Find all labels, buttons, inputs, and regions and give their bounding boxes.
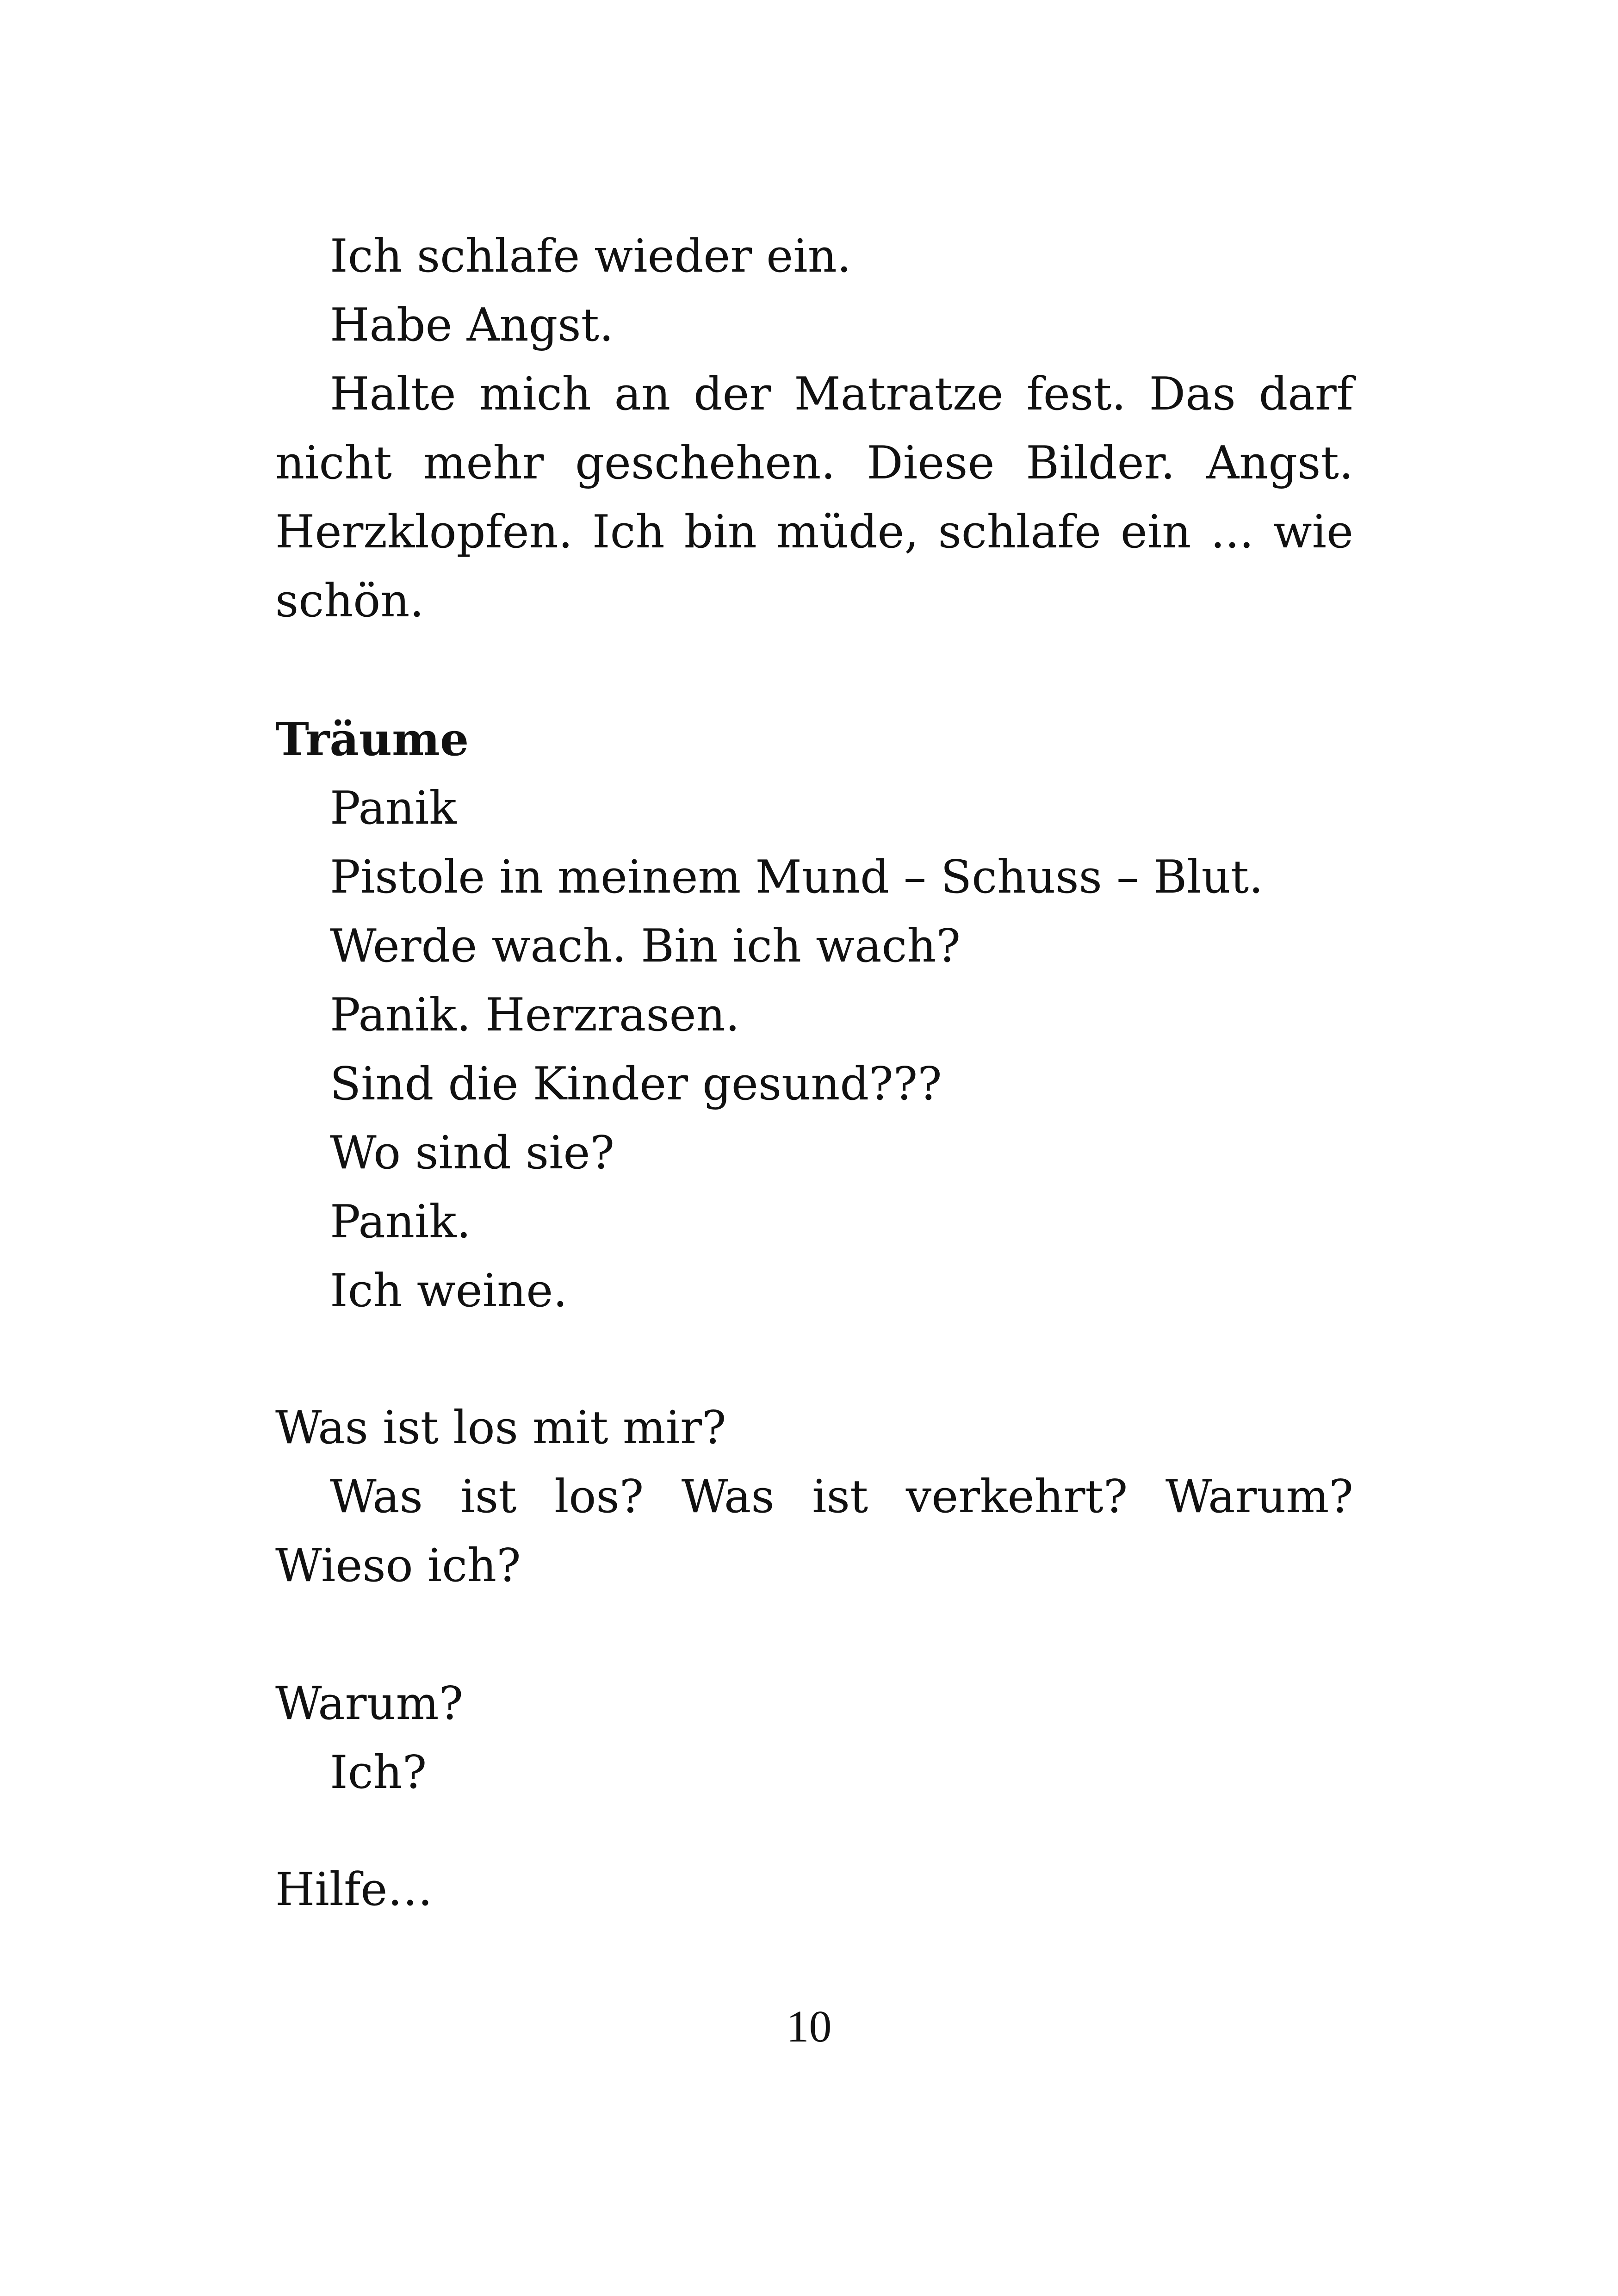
word: geschehen.	[575, 437, 836, 490]
word: Herzklopfen.	[275, 506, 573, 558]
section-traeume	[275, 705, 1353, 1326]
closing-block	[275, 1855, 1353, 1924]
word: ist	[812, 1471, 868, 1523]
text-line: Was ist los mit mir?	[275, 1402, 726, 1454]
justified-line	[275, 360, 1353, 429]
text-line: Sind die Kinder gesund???	[330, 1058, 942, 1111]
word: Halte	[330, 368, 456, 421]
word: Ich	[592, 506, 665, 558]
word: bin	[684, 506, 757, 558]
warum-block	[275, 1669, 1353, 1807]
word: darf	[1258, 368, 1353, 421]
word: ...	[1210, 506, 1254, 558]
word: Was	[681, 1471, 775, 1523]
text-line: Pistole in meinem Mund – Schuss – Blut.	[330, 851, 1264, 904]
justified-line	[275, 498, 1353, 567]
word: Bilder.	[1026, 437, 1175, 490]
text-line: Ich?	[330, 1746, 427, 1799]
word: fest.	[1026, 368, 1126, 421]
text-line: Ich schlafe wieder ein.	[330, 230, 851, 283]
section-heading: Träume	[275, 713, 469, 766]
word: der	[693, 368, 771, 421]
text-line: Panik. Herzrasen.	[330, 989, 740, 1042]
word: nicht	[275, 437, 392, 490]
word: los?	[554, 1471, 644, 1523]
text-line: Werde wach. Bin ich wach?	[330, 920, 961, 973]
opening-lines	[275, 222, 1353, 360]
word: Matratze	[794, 368, 1004, 421]
word: Diese	[867, 437, 995, 490]
word: ein	[1120, 506, 1191, 558]
text-line: schön.	[275, 575, 424, 627]
word: Angst.	[1206, 437, 1353, 490]
word: an	[614, 368, 671, 421]
text-line: Panik.	[330, 1196, 471, 1248]
word: mehr	[423, 437, 544, 490]
word: verkehrt?	[905, 1471, 1128, 1523]
word: Warum?	[1165, 1471, 1353, 1523]
question-block	[275, 1394, 1353, 1601]
text-line: Wo sind sie?	[330, 1127, 615, 1179]
word: müde,	[776, 506, 919, 558]
word: schlafe	[938, 506, 1101, 558]
word: mich	[479, 368, 591, 421]
text-line: Panik	[330, 782, 457, 835]
justified-line	[275, 429, 1353, 498]
word: Das	[1149, 368, 1236, 421]
text-line: Warum?	[275, 1677, 464, 1730]
text-line: Hilfe…	[275, 1863, 433, 1916]
text-line: Habe Angst.	[330, 299, 614, 352]
text-line: Wieso ich?	[275, 1539, 521, 1592]
word: wie	[1273, 506, 1353, 558]
justified-line	[275, 1463, 1353, 1532]
word: Was	[330, 1471, 423, 1523]
word: ist	[460, 1471, 517, 1523]
text-line: Ich weine.	[330, 1265, 568, 1317]
paragraph-matratze	[275, 360, 1353, 636]
page-number: 10	[786, 2002, 832, 2052]
